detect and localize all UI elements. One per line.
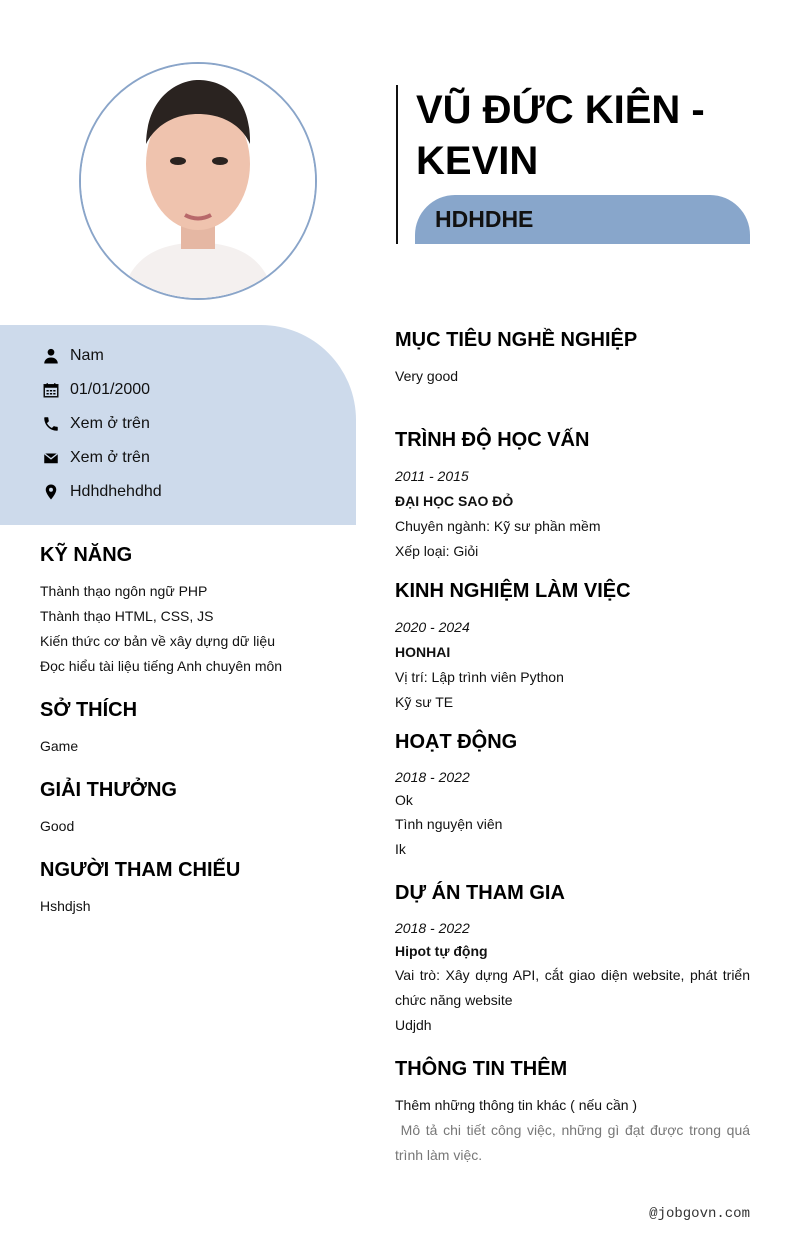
detail-line: Vai trò: Xây dựng API, cắt giao diện website, phát triển chức năng website [395,967,750,1008]
contact-phone [42,412,150,436]
organization: HONHAI [395,644,451,660]
contact-value: Hdhdhehdhd [70,483,162,500]
contact-birthday [42,378,150,402]
date-range: 2018 - 2022 [395,920,470,936]
section-heading: GIẢI THƯỞNG [40,779,177,801]
contact-value: 01/01/2000 [70,381,151,398]
location-icon [42,483,60,501]
detail-line: Mô tả chi tiết công việc, những gì đạt được trong quá trình làm việc. [395,1122,754,1163]
detail-line: Thêm những thông tin khác ( nếu cần ) [395,1097,638,1113]
contact-value: Xem ở trên [70,415,150,432]
person-icon [42,347,60,365]
hobbies-section [40,698,340,759]
detail-line: Chuyên ngành: Kỹ sư phần mềm [395,518,601,534]
date-range: 2018 - 2022 [395,769,470,785]
list-item: Game [40,738,79,754]
education-section [395,428,750,564]
contact-gender [42,344,104,368]
organization: ĐẠI HỌC SAO ĐỎ [395,493,514,509]
header-title-block [396,85,754,244]
date-range: 2020 - 2024 [395,619,470,635]
section-heading: DỰ ÁN THAM GIA [395,882,565,904]
position-badge [415,195,750,244]
list-item: Kiến thức cơ bản về xây dựng dữ liệu [40,633,275,649]
contact-address [42,480,162,504]
objective-section [395,328,750,389]
extra-info-section [395,1057,754,1168]
calendar-icon [42,381,60,399]
section-heading: KINH NGHIỆM LÀM VIỆC [395,580,631,602]
skills-section [40,543,340,679]
organization: Hipot tự động [395,943,488,959]
detail-line: Kỹ sư TE [395,694,454,710]
section-heading: MỤC TIÊU NGHỀ NGHIỆP [395,329,638,351]
detail-line: Ok [395,792,413,808]
awards-section [40,778,340,839]
detail-line: Vị trí: Lập trình viên Python [395,669,564,685]
activities-section [395,730,750,862]
section-heading: TRÌNH ĐỘ HỌC VẤN [395,429,590,451]
footer-watermark: @jobgovn.com [649,1206,750,1222]
projects-section [395,881,750,1038]
list-item: Hshdjsh [40,898,91,914]
section-heading: HOẠT ĐỘNG [395,731,518,753]
position-title: HDHDHE [435,206,534,232]
profile-photo [79,62,317,300]
references-section [40,858,340,919]
detail-line: Xếp loại: Giỏi [395,543,479,559]
list-item: Đọc hiểu tài liệu tiếng Anh chuyên môn [40,658,283,674]
detail-line: Udjdh [395,1017,432,1033]
contact-value: Xem ở trên [70,449,150,466]
detail-line: Ik [395,841,406,857]
section-heading: KỸ NĂNG [40,544,133,566]
contact-panel [0,325,356,525]
date-range: 2011 - 2015 [395,468,469,484]
list-item: Thành thạo ngôn ngữ PHP [40,583,208,599]
section-heading: THÔNG TIN THÊM [395,1058,568,1080]
contact-email [42,446,150,470]
email-icon [42,449,60,467]
section-heading: SỞ THÍCH [40,699,138,721]
candidate-name: VŨ ĐỨC KIÊN - KEVIN [416,88,705,183]
detail-line: Tình nguyện viên [395,816,503,832]
list-item: Good [40,818,75,834]
experience-section [395,579,750,715]
objective-text: Very good [395,368,459,384]
section-heading: NGƯỜI THAM CHIẾU [40,859,241,881]
phone-icon [42,415,60,433]
contact-value: Nam [70,347,104,364]
list-item: Thành thạo HTML, CSS, JS [40,608,214,624]
